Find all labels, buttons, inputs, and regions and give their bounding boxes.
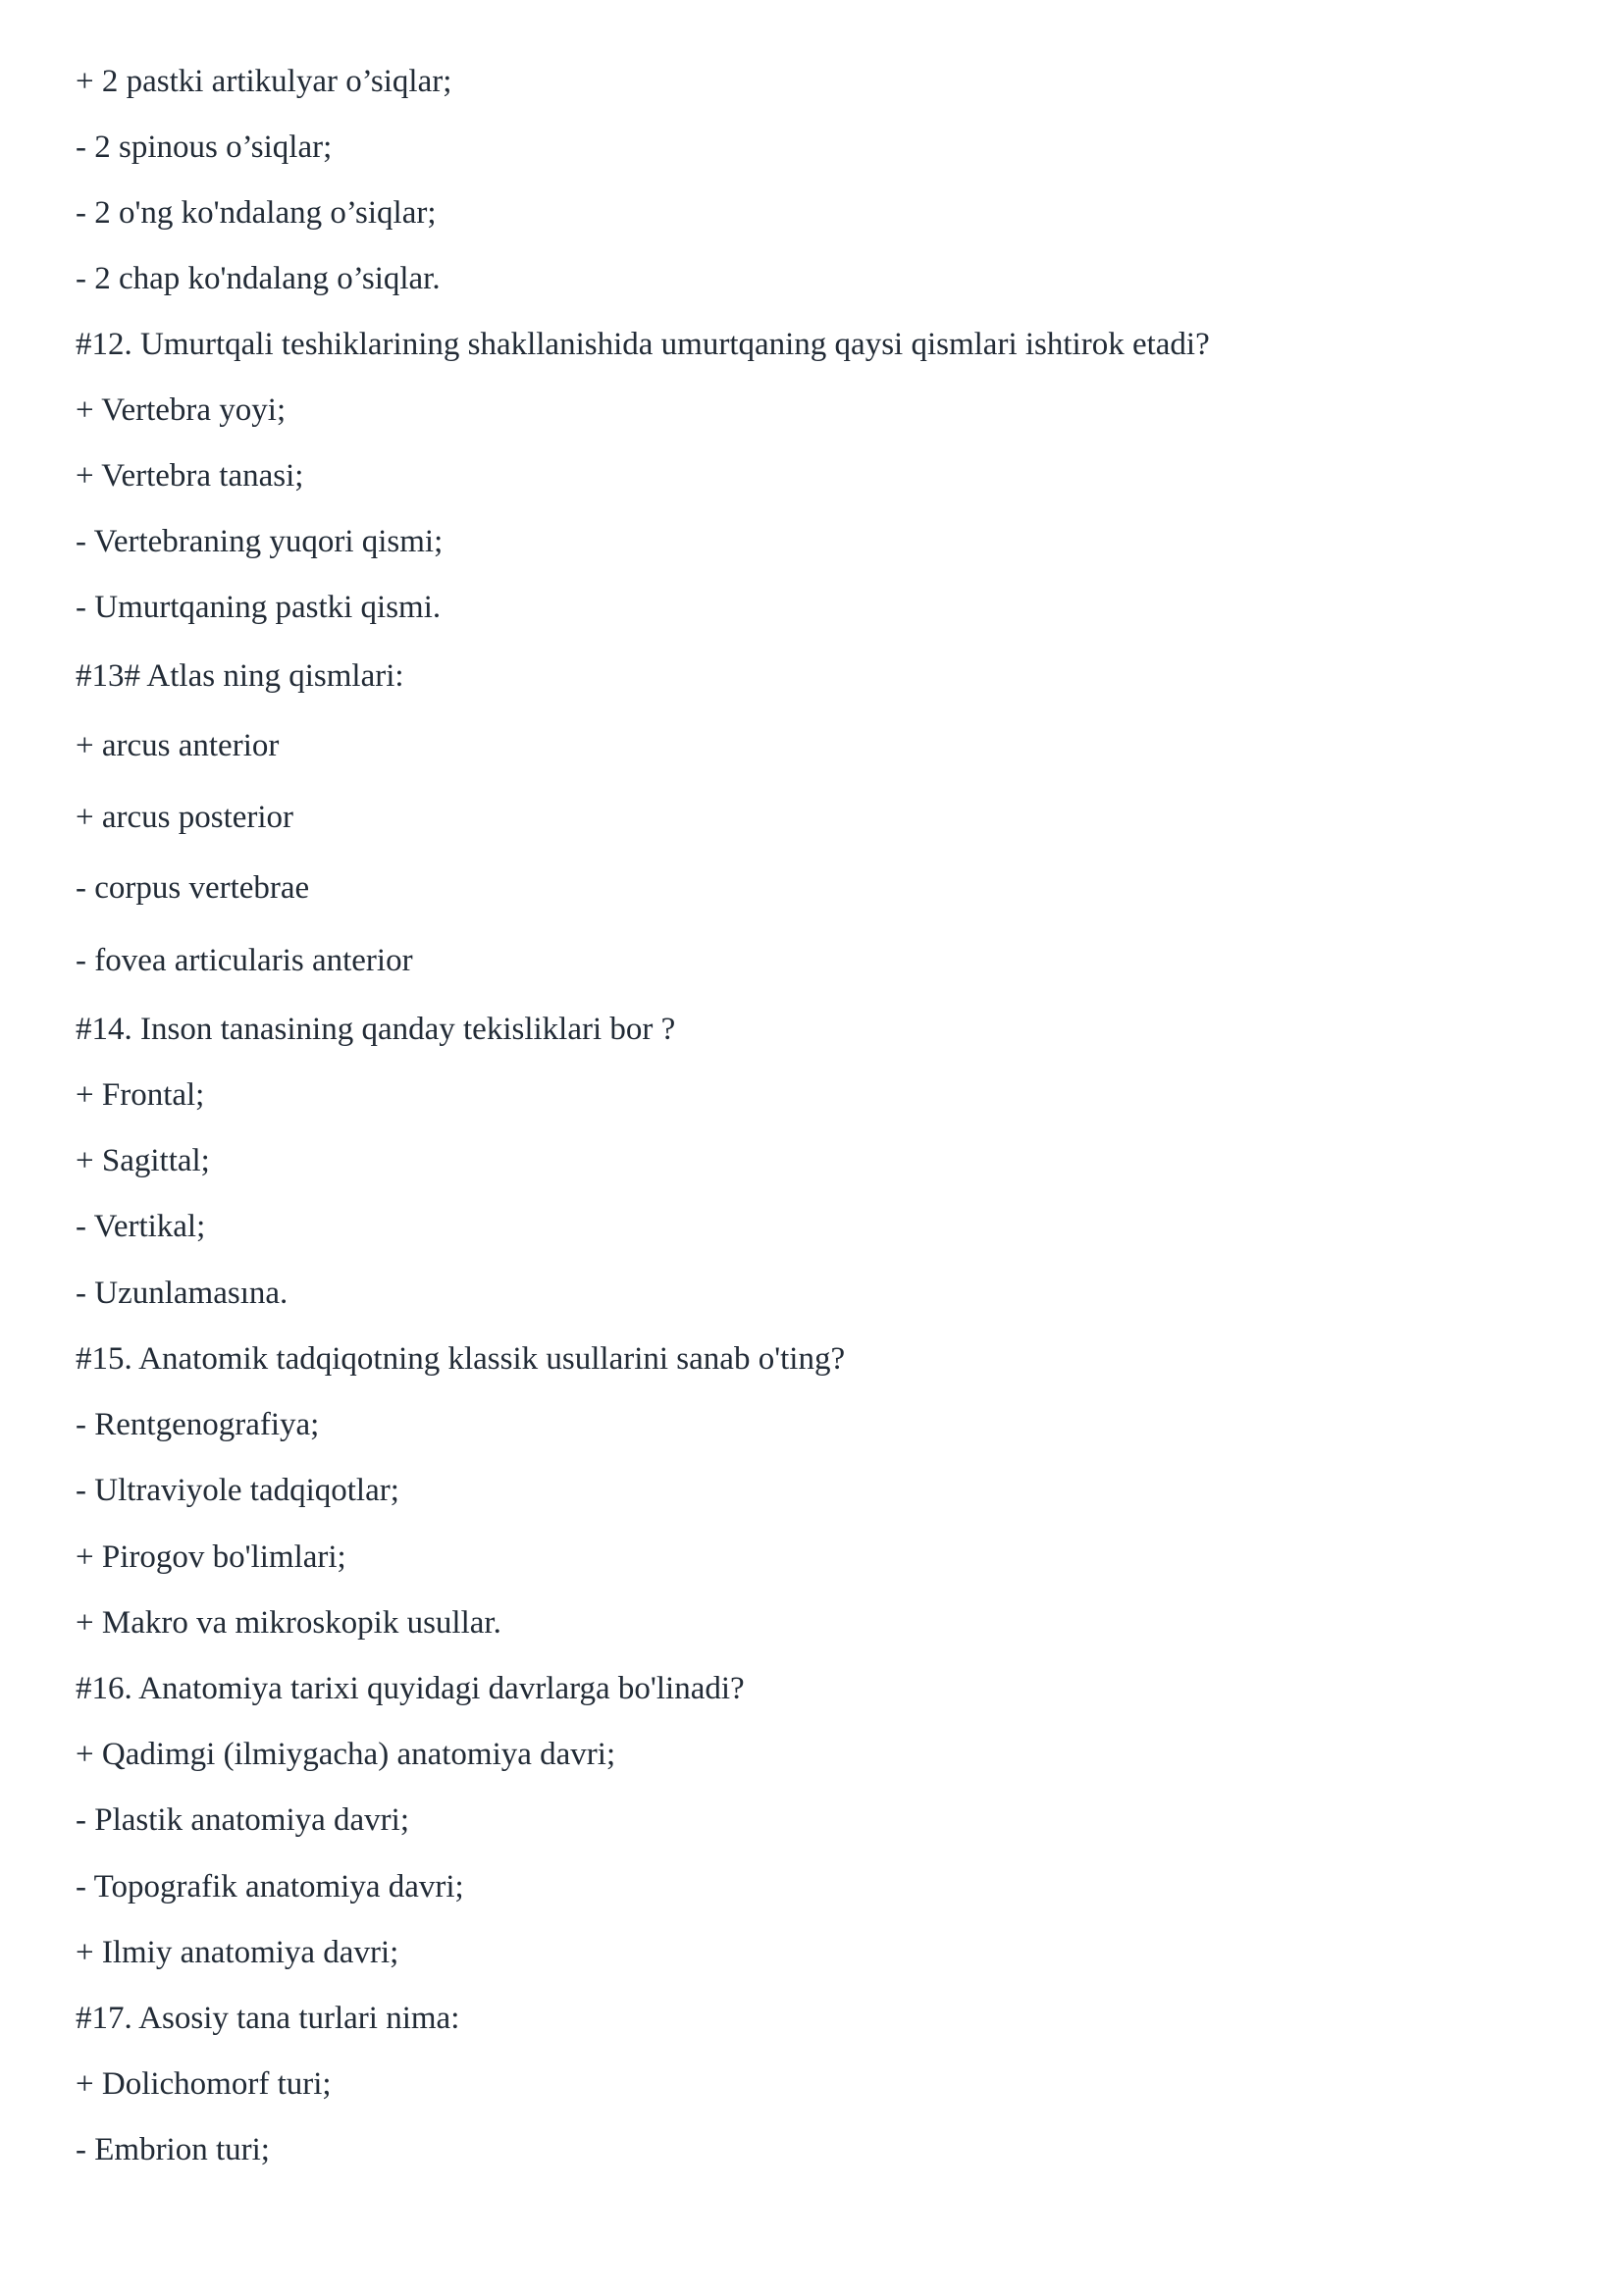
answer-line: - Ultraviyole tadqiqotlar; xyxy=(76,1473,399,1508)
answer-line: - fovea articularis anterior xyxy=(76,943,413,978)
answer-line: + Ilmiy anatomiya davri; xyxy=(76,1935,399,1970)
question-line: #15. Anatomik tadqiqotning klassik usullarini sanab o'ting? xyxy=(76,1341,846,1377)
answer-line: + Dolichomorf turi; xyxy=(76,2066,332,2102)
question-line: #14. Inson tanasining qanday tekisliklari bor ? xyxy=(76,1012,676,1047)
answer-line: - Topografik anatomiya davri; xyxy=(76,1869,464,1904)
answer-line: - Uzunlamasına. xyxy=(76,1276,288,1311)
answer-line: + Qadimgi (ilmiygacha) anatomiya davri; xyxy=(76,1737,616,1772)
answer-line: - 2 spinous o’siqlar; xyxy=(76,130,333,165)
answer-line: - Vertebraning yuqori qismi; xyxy=(76,524,444,559)
answer-line: + Vertebra tanasi; xyxy=(76,458,304,494)
answer-line: - 2 o'ng ko'ndalang o’siqlar; xyxy=(76,195,437,231)
answer-line: + arcus anterior xyxy=(76,728,280,763)
answer-line: - Rentgenografiya; xyxy=(76,1407,320,1442)
question-line: #17. Asosiy tana turlari nima: xyxy=(76,2001,460,2036)
answer-line: + arcus posterior xyxy=(76,800,294,835)
question-line: #13# Atlas ning qismlari: xyxy=(76,658,404,694)
answer-line: + Makro va mikroskopik usullar. xyxy=(76,1605,501,1641)
answer-line: - Vertikal; xyxy=(76,1209,206,1244)
answer-line: - Embrion turi; xyxy=(76,2132,270,2167)
answer-line: - corpus vertebrae xyxy=(76,870,310,906)
answer-line: + Pirogov bo'limlari; xyxy=(76,1539,346,1575)
answer-line: - Umurtqaning pastki qismi. xyxy=(76,590,442,625)
answer-line: - 2 chap ko'ndalang o’siqlar. xyxy=(76,261,441,296)
question-line: #12. Umurtqali teshiklarining shakllanishida umurtqaning qaysi qismlari ishtirok etadi? xyxy=(76,327,1210,362)
answer-line: + Frontal; xyxy=(76,1077,205,1113)
question-line: #16. Anatomiya tarixi quyidagi davrlarga bo'linadi? xyxy=(76,1671,745,1706)
answer-line: + Vertebra yoyi; xyxy=(76,392,287,428)
answer-line: - Plastik anatomiya davri; xyxy=(76,1802,410,1838)
answer-line: + Sagittal; xyxy=(76,1143,210,1178)
answer-line: + 2 pastki artikulyar o’siqlar; xyxy=(76,64,452,99)
